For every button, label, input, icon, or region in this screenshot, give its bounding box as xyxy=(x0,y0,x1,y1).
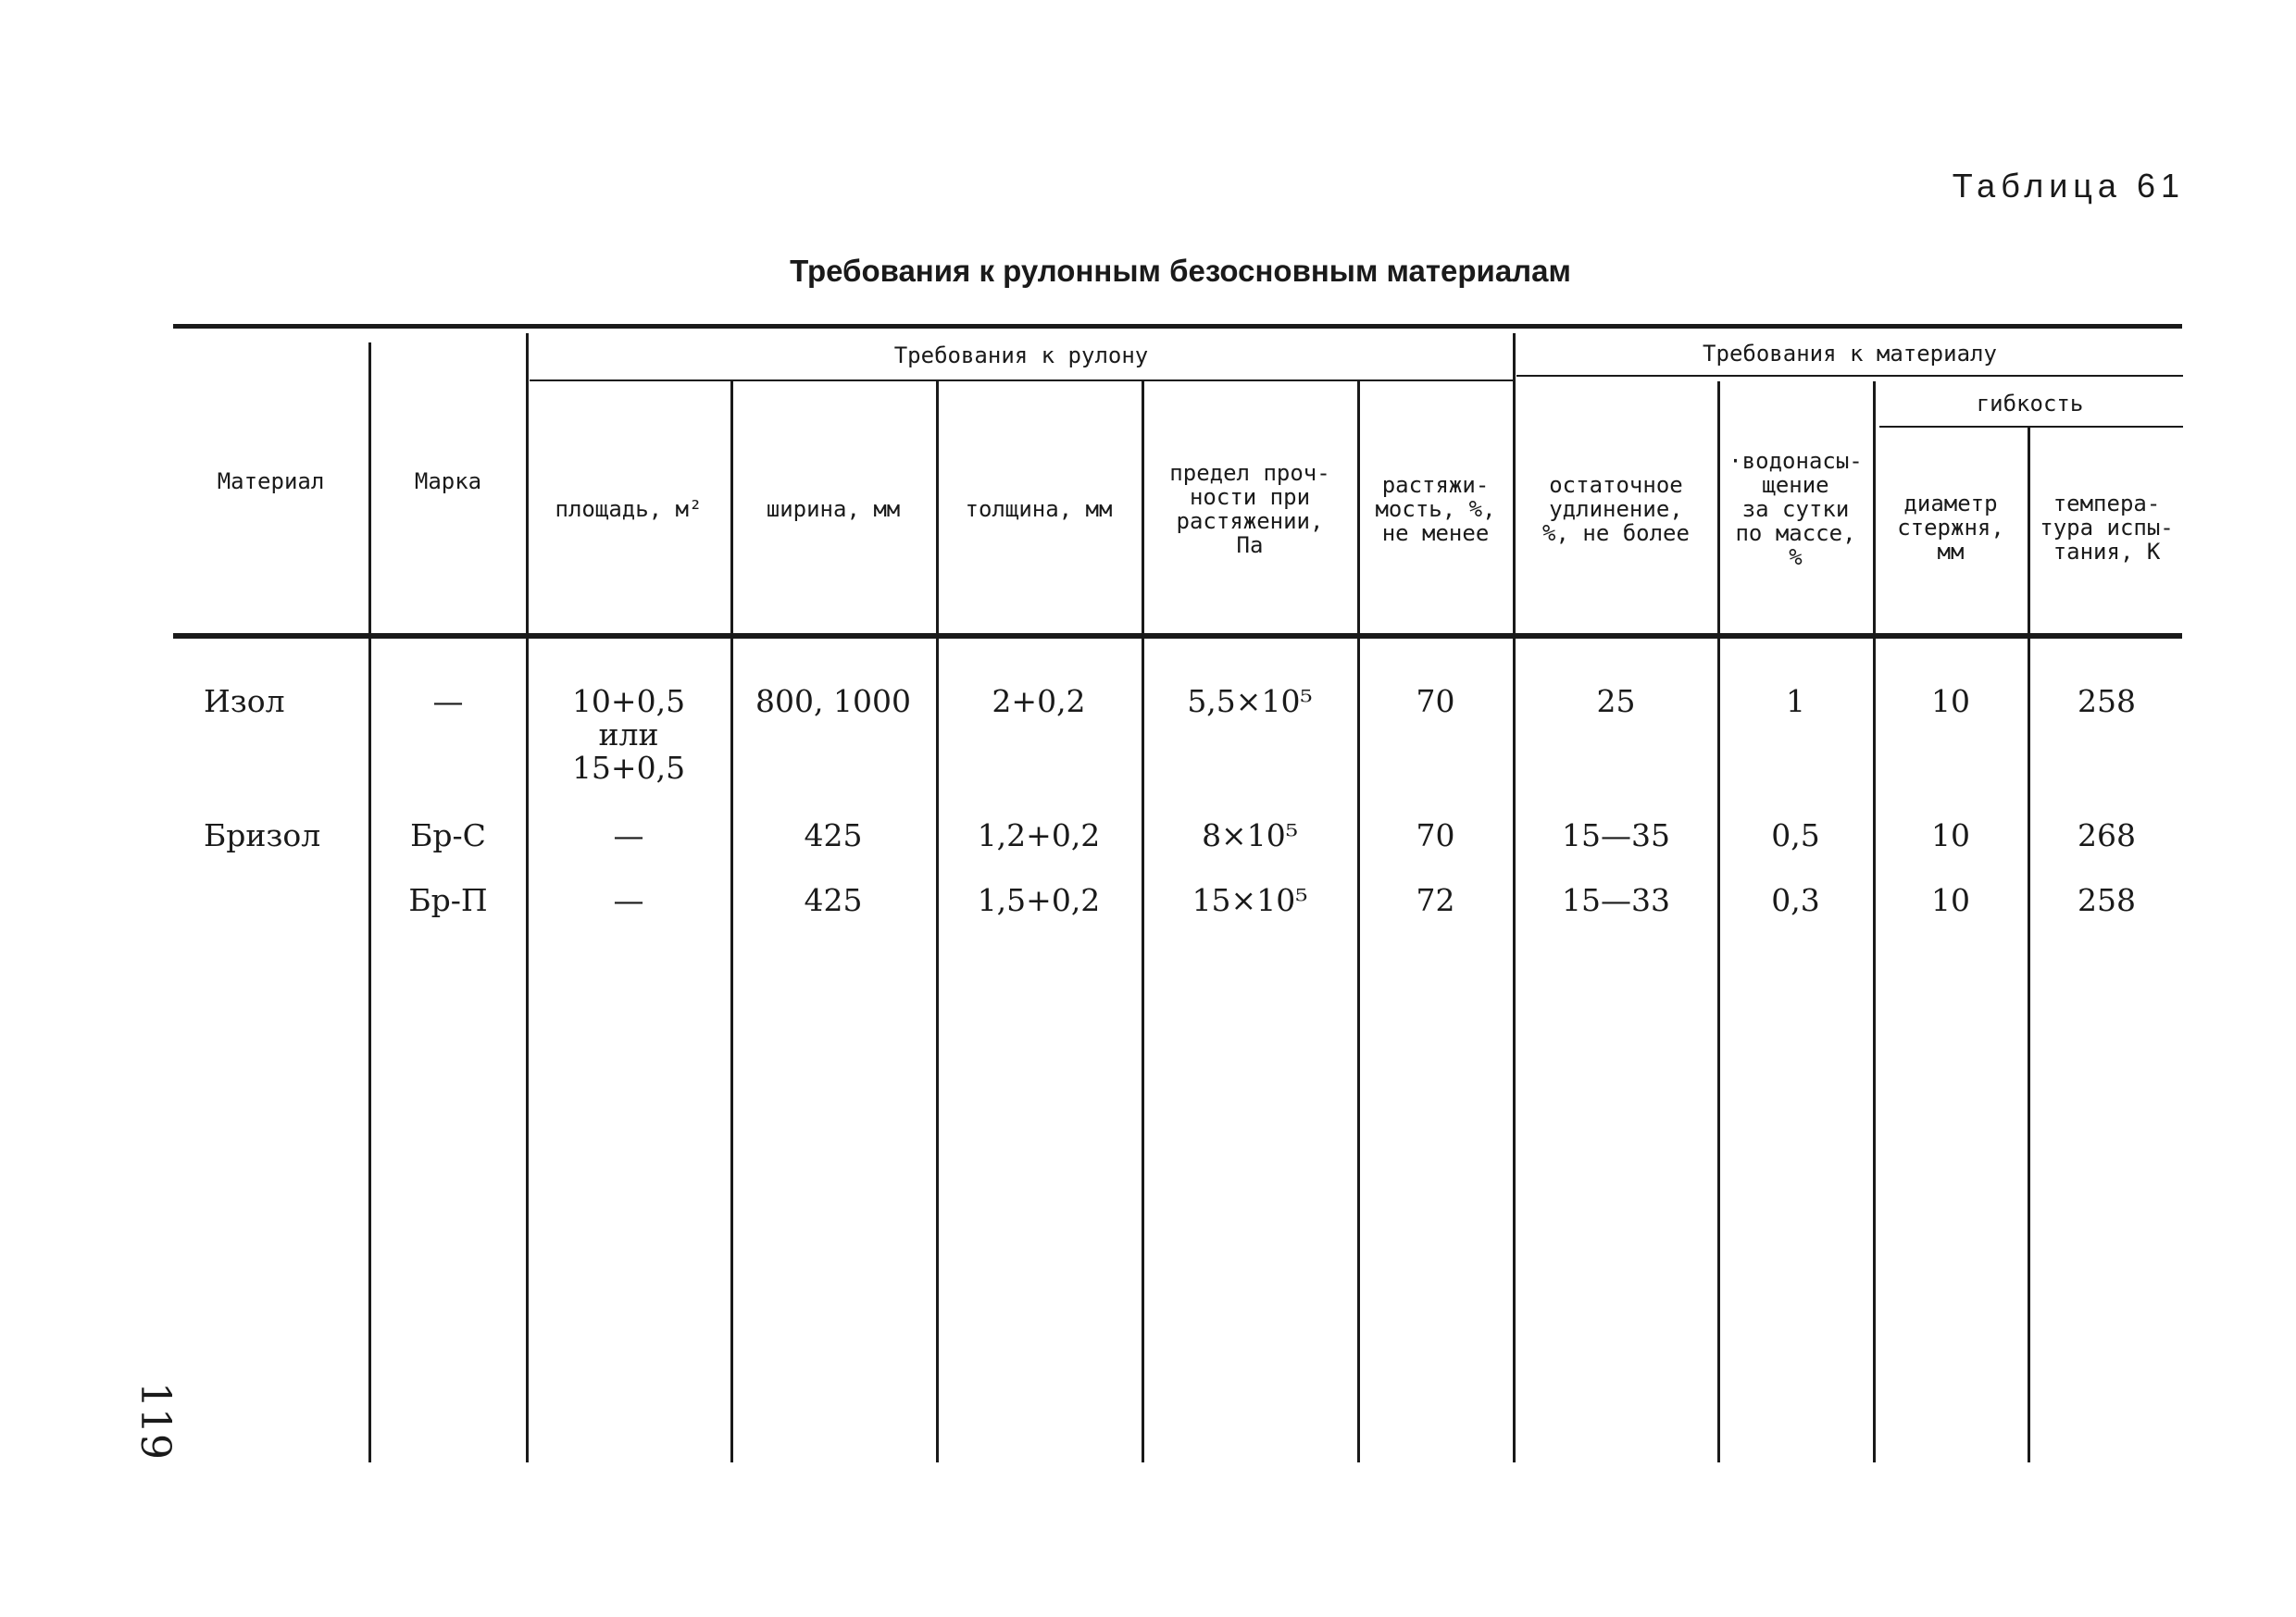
cell-thickness: 1,5+0,2 xyxy=(977,882,1101,918)
header-bottom-rule xyxy=(173,633,2182,639)
cell-thickness: 2+0,2 xyxy=(992,683,1086,719)
cell-water-absorption: 1 xyxy=(1786,683,1805,719)
cell-test-temperature: 258 xyxy=(2078,683,2136,719)
cell-residual-elongation: 15—35 xyxy=(1562,817,1670,853)
col-divider xyxy=(368,342,371,1462)
cell-rod-diameter: 10 xyxy=(1931,817,1970,853)
header-elongation: растяжи- мость, %, не менее xyxy=(1375,472,1496,546)
header-test-temperature: темпера- тура испы- тания, К xyxy=(2040,491,2174,565)
cell-area: — xyxy=(613,882,644,918)
cell-area: — xyxy=(613,817,644,853)
cell-material: Бризол xyxy=(204,817,321,853)
cell-rod-diameter: 10 xyxy=(1931,882,1970,918)
header-brand: Марка xyxy=(414,468,482,494)
cell-area: 10+0,5 или 15+0,5 xyxy=(571,683,686,786)
header-area: площадь, м² xyxy=(555,496,703,522)
cell-strength: 8×10⁵ xyxy=(1202,817,1298,853)
cell-material: Изол xyxy=(204,683,285,719)
header-thickness: толщина, мм xyxy=(965,496,1113,522)
table-number-label: Таблица 61 xyxy=(1952,167,2185,205)
top-rule xyxy=(173,324,2182,329)
cell-width: 425 xyxy=(804,882,863,918)
table-title: Требования к рулонным безосновным материалам xyxy=(790,254,1571,288)
page-number: 119 xyxy=(131,1382,179,1460)
cell-test-temperature: 268 xyxy=(2078,817,2136,853)
cell-residual-elongation: 25 xyxy=(1596,683,1636,719)
cell-residual-elongation: 15—33 xyxy=(1562,882,1670,918)
header-width: ширина, мм xyxy=(766,496,901,522)
cell-rod-diameter: 10 xyxy=(1931,683,1970,719)
cell-brand: — xyxy=(432,683,464,719)
cell-width: 800, 1000 xyxy=(755,683,911,719)
cell-thickness: 1,2+0,2 xyxy=(977,817,1101,853)
cell-water-absorption: 0,3 xyxy=(1771,882,1820,918)
header-rod-diameter: диаметр стержня, мм xyxy=(1897,491,2004,565)
header-flexibility: гибкость xyxy=(1976,391,2084,417)
cell-water-absorption: 0,5 xyxy=(1771,817,1820,853)
flexibility-underline xyxy=(1879,426,2183,428)
cell-brand: Бр-С xyxy=(410,817,486,853)
cell-strength: 15×10⁵ xyxy=(1192,882,1308,918)
header-strength: предел проч- ности при растяжении, Па xyxy=(1169,460,1330,558)
cell-elongation: 70 xyxy=(1416,817,1455,853)
header-roll-group: Требования к рулону xyxy=(893,342,1149,368)
col-divider xyxy=(526,333,529,1462)
cell-elongation: 72 xyxy=(1416,882,1455,918)
roll-group-underline xyxy=(530,379,1516,381)
col-divider xyxy=(1513,333,1516,1462)
material-group-underline xyxy=(1516,375,2183,377)
cell-width: 425 xyxy=(804,817,863,853)
header-residual-elongation: остаточное удлинение, %, не более xyxy=(1542,472,1690,546)
cell-elongation: 70 xyxy=(1416,683,1455,719)
header-water-absorption: ·водонасы- щение за сутки по массе, % xyxy=(1728,448,1863,570)
cell-test-temperature: 258 xyxy=(2078,882,2136,918)
cell-strength: 5,5×10⁵ xyxy=(1187,683,1313,719)
cell-brand: Бр-П xyxy=(408,882,488,918)
header-material-group: Требования к материалу xyxy=(1703,341,1997,367)
header-material: Материал xyxy=(217,468,325,494)
